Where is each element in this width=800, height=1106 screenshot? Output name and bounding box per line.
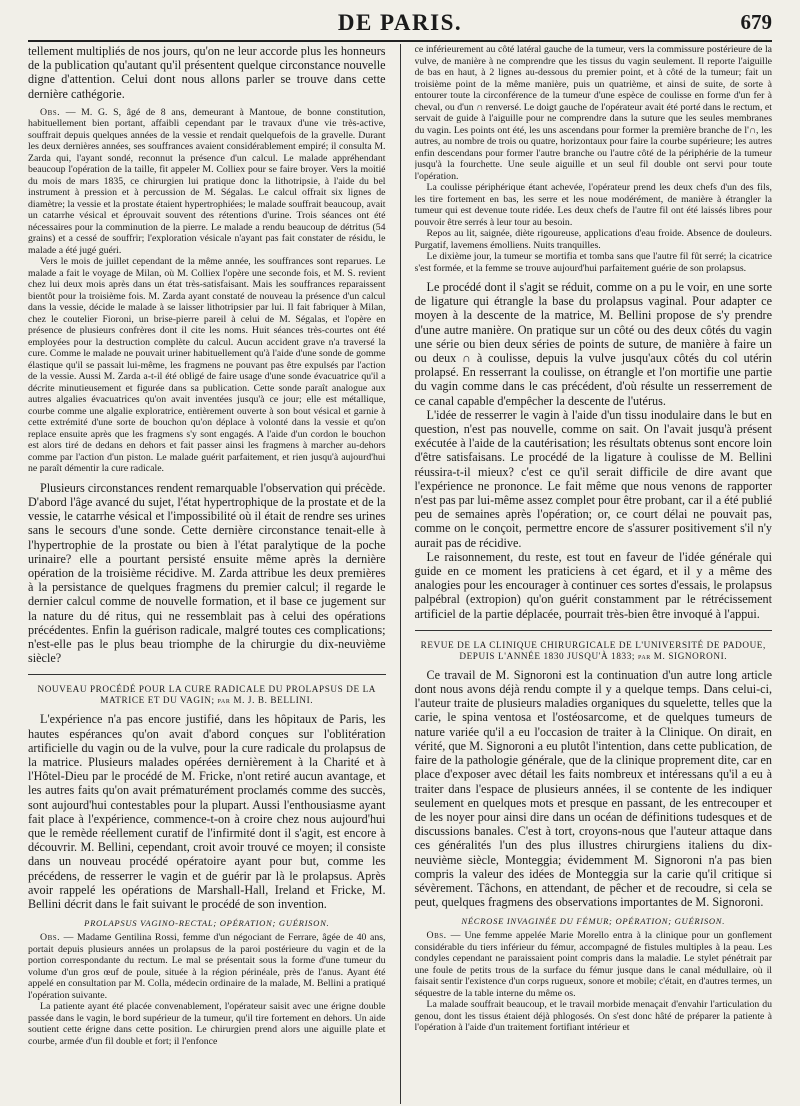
column-rule [400, 44, 401, 1104]
article-title: NOUVEAU PROCÉDÉ POUR LA CURE RADICALE DU PROLAPSUS DE LA MATRICE ET DU VAGIN; par M. J. B. BELLINI. [37, 684, 377, 706]
observation-paragraph: ce inférieurement au côté latéral gauche de la tumeur, vers la commissure postérieure de la vulve, de manière à ne comprendre que les tissus du vagin seulement. Il reporte l'aiguille de bas en haut, à 2 lignes au-dessous du premier point, et à côté de la tumeur; fait un troisième point de la même manière, puis un quatrième, et ainsi de suite, de sorte à entourer toute la circonférence de la tumeur d'une espèce de coulisse en forme d'un fer à cheval, ou d'un ∩ renversé. Le doigt gauche de l'opérateur avait été porté dans le rectum, et servait de guide à l'aiguille pour ne comprendre dans la suture que les seules membranes du vagin. Les points ont été, les uns ascendans pour former la première branche de l'∩, les autres, au nombre de trois ou quatre, horizontaux pour faire la courbe supérieure; les autres enfin descendans pour former l'autre branche ou l'autre côté de la périphérie de la tumeur jusqu'à la fourchette. Une seule aiguille et un seul fil double ont servi pour toute l'opération. [414, 44, 773, 182]
observation-paragraph: Repos au lit, saignée, diète rigoureuse, applications d'eau froide. Absence de douleurs. Purgatif, lavemens émolliens. Nuits tranquilles. [414, 228, 773, 251]
section-divider [415, 630, 773, 631]
columns [28, 44, 772, 1104]
left-column [28, 44, 386, 1104]
review-paragraph: Ce travail de M. Signoroni est la continuation d'un autre long article dont nous avons déjà rendu compte il y a quelque temps. Dans celui-ci, l'auteur traite de plusieurs maladies organiques du squelette, telles que la carie, le spina ventosa et l'ostéosarcome, et de quelques tumeurs de nature variée qu'il a eu l'occasion de traiter à la Clinique. On dirait, en vérité, que M. Signoroni a eu plutôt l'intention, dans cette publication, de faire de la pathologie générale, que de la clinique proprement dite, car en place d'exposer avec détail les faits nombreux et intéressans qu'il a eu à traiter dans l'espace de plusieurs années, il se contente de les indiquer seulement en quelques mots et presque en passant, de les entrecouper et de les noyer pour ainsi dire dans un océan de définitions tudesques et de discussions banales. C'est à tort, croyons-nous que l'auteur attaque dans ces généralités l'un des plus illustres chirurgiens italiens du dix-neuvième siècle, Monteggia; évidemment M. Signoroni n'a pas bien compris la valeur des idées de Monteggia sur la carie qu'il critique si sévèrement. Tâchons, en attendant, de pêcher et de recoudre, si cela se peut, quelques fragmens des observations importantes de M. Signoroni. [414, 667, 773, 910]
observation-paragraph [415, 930, 773, 999]
obs-label: Obs. [40, 106, 61, 118]
page-number: 679 [740, 10, 772, 34]
article-paragraph: Le raisonnement, du reste, est tout en faveur de l'idée générale qui guide en ce moment les praticiens à cet égard, et il y a même des analogies pour les encourager à continuer ces sortes d'essais, le prolapsus palpébral (extropion) qu'on guérit constamment par le rétrécissement artificiel de la partie déplacée, pourrait très-bien être invoqué à l'appui. [414, 549, 773, 621]
observation-paragraph: La patiente ayant été placée convenablement, l'opérateur saisit avec une érigne double passée dans le vagin, le bord supérieur de la tumeur, qu'il tire fortement en dehors. Un aide soutient cette érigne dans cette position. Le chirurgien prend alors une aiguille plate et courbe, armée d'un fil double et fort; il l'enfonce [28, 1001, 386, 1047]
observation-paragraph: Le dixième jour, la tumeur se mortifia et tomba sans que l'autre fil fût serré; la cicatrice s'est formée, et la femme se trouve aujourd'hui parfaitement guérie de son prolapsus. [414, 251, 773, 274]
case-subheading: NÉCROSE INVAGINÉE DU FÉMUR; OPÉRATION; GUÉRISON. [461, 916, 726, 927]
case-subheading: PROLAPSUS VAGINO-RECTAL; OPÉRATION; GUÉRISON. [84, 918, 330, 929]
article-paragraph: Le procédé dont il s'agit se réduit, comme on a pu le voir, en une sorte de ligature qui étrangle la base du prolapsus vaginal. Pour adapter ce moyen à la descente de la matrice, M. Bellini propose de s'y prendre d'une autre manière. On pratique sur un côté ou des deux côtés du vagin une série ou bien deux séries de points de suture, de manière à faire un ou deux ∩ à coulisse, depuis la vulve jusqu'aux côtés du col utérin prolapsé. En resserrant la coulisse, on étrangle et l'on mortifie une partie du vagin comme dans le cas précédent, d'où résulte un resserrement de ce canal capable d'empêcher la descente de l'utérus. [414, 280, 773, 408]
obs-label: Obs. [426, 930, 447, 942]
page-header [28, 10, 772, 42]
observation-paragraph [28, 932, 386, 1001]
observation-text: — Madame Gentilina Rossi, femme d'un négociant de Ferrare, âgée de 40 ans, portait depuis plusieurs années un prolapsus de la paroi postérieure du vagin et de la portion correspondante du rectum. Le mal se présentait sous la forme d'une tumeur du volume d'un gros œuf de poule, située à la région périnéale, près de l'anus. Ayant été appelé en consultation par M. Colla, médecin ordinaire de la malade, M. Bellini a pratiqué l'opération suivante. [28, 932, 386, 1001]
review-title: REVUE DE LA CLINIQUE CHIRURGICALE DE L'UNIVERSITÉ DE PADOUE, DEPUIS L'ANNÉE 1830 JUSQU'À 1833; par M. SIGNORONI. [420, 639, 766, 661]
right-column [415, 44, 773, 1104]
obs-label: Obs. [40, 932, 61, 944]
intro-paragraph: tellement multipliés de nos jours, qu'on ne leur accorde plus les honneurs de la publication qu'autant qu'il présentent quelque circonstance nouvelle digne d'attention. Celui dont nous allons parler se trouve dans cette dernière cathégorie. [28, 44, 386, 101]
observation-text: — Une femme appelée Marie Morello entra à la clinique pour un gonflement considérable du tiers inférieur du fémur, accompagné de fistules multiples à la peau. Les condyles cependant ne paraissaient point compris dans la maladie. Le stylet pénétrait par une foule de petits trous de la surface du fémur jusque dans le canal médullaire, où il faisait sentir l'existence d'un corps rugueux, sonore et mobile; c'était, en d'autres termes, un séquestre de la table interne du même os. [414, 930, 773, 999]
article-paragraph: L'idée de resserrer le vagin à l'aide d'un tissu inodulaire dans le but en question, n'est pas nouvelle, comme on sait. On l'avait jusqu'à présent exécutée à l'aide de la cautérisation; les résultats obtenus sont encore loin d'être satisfaisans. Le procédé de la ligature à coulisse de M. Bellini réussira-t-il mieux? c'est ce qu'il serait difficile de dire avant que l'expérience ne prononce. Le fait même que nous venons de rapporter n'est pas par lui-même assez complet pour être probant, car il a été publié peu de semaines après l'opération; or, ce court délai ne pouvait pas, comme on le conçoit, permettre encore de s'assurer positivement s'il n'y aurait pas de récidive. [414, 407, 773, 550]
observation-paragraph: La coulisse périphérique étant achevée, l'opérateur prend les deux chefs d'un des fils, les tire fortement en bas, les serre et les noue modérément, de manière à étrangler la tumeur qui est devenue toute ridée. Les deux chefs de l'autre fil ont été laissés libres pour pouvoir être serrés à leur tour au besoin. [414, 182, 773, 228]
observation-text: — M. G. S, âgé de 8 ans, demeurant à Mantoue, de bonne constitution, habituellement bien portant, affaibli cependant par le travaux d'une vie très-active, souffrait depuis quelques années de la vessie et rendait quelquefois de la gravelle. Durant les deux dernières années, ses souffrances avaient considérablement empiré; il consulta M. Zarda qui, l'ayant sondé, reconnut la présence d'un calcul. Le malade appréhendant beaucoup l'opération de la taille, fit appeler M. Colliex pour se faire broyer. Vers la moitié du mois de mars 1835, ce chirurgien lui pratique donc la lithotripsie, à l'aide du bel instrument à pression et à percussion de M. Ségalas. Le calcul offrait six lignes de diamètre; la vessie et la prostate étaient hypertrophiées; le malade souffrait beaucoup, avait un catarrhe vésical et éprouvait souvent des rétentions d'urine. Trois séances ont été nécessaires pour la comminution de la pierre. Le malade a rendu beaucoup de détritus (54 grains) et a cessé de souffrir; l'exploration vésicale n'ayant pas fait constater de résidu, le malade a été jugé guéri. [28, 106, 386, 256]
running-title: DE PARIS. [337, 10, 463, 35]
observation-paragraph [28, 107, 386, 257]
commentary-paragraph: Plusieurs circonstances rendent remarquable l'observation qui précède. D'abord l'âge avancé du sujet, l'état hypertrophique de la prostate et de la vessie, le catarrhe vésical et l'impossibilité où il était de rendre ses urines sans le secours d'une sonde. Cette dernière circonstance tenait-elle à l'hypertrophie de la prostate ou bien à l'état paralytique de la poche urinaire? elle a pourtant persisté ensuite même après la dernière opération de la troisième récidive. M. Zarda attribue les deux premières à la persistance de quelques fragmens du premier calcul; il regarde le dernier calcul comme de nouvelle formation, et il base ce jugement sur la nature du dé ritus, qui ne ressemblait pas à celui des opérations précédentes. Enfin la guérison radicale, malgré toutes ces complications; n'est-elle pas le plus beau triomphe de la chirurgie du dix-neuvième siècle? [28, 480, 386, 666]
observation-paragraph: Vers le mois de juillet cependant de la même année, les souffrances sont reparues. Le malade a fait le voyage de Milan, où M. Colliex l'opère une seconde fois, et M. S. revient chez lui deux mois après dans un état très-satisfaisant. Mais les souffrances reparaissent bientôt pour la troisième fois. M. Zarda ayant constaté de nouveau la présence d'un calcul dans la vessie, décide le malade à se laisser lithotripsier par lui. Il fait fabriquer à Milan, chez le coutelier Fioroni, un brise-pierre pareil à celui de M. Ségalas, et l'opère en présence de plusieurs confrères dont il cite les noms. Huit séances très-courtes ont été employées pour la destruction complète du calcul. Aucun accident grave n'a traversé la cure. Comme le malade ne pouvait uriner habituellement qu'à l'aide d'une sonde de gomme élastique qu'il se passait lui-même, les fragmens ne pouvant pas être expulsés par l'action de la vessie. Aussi M. Zarda a-t-il été obligé de faire usage d'une sonde évacuatrice qu'il a décrite minutieusement et figurée dans sa publication. Cette sonde paraît analogue aux autres algalies évacuatrices qu'on avait inventées jusqu'à ce jour; elle est métallique, courbe comme une algalie exploratrice, entièrement ouverte à son bout vésical et garnie à cette extrémité d'une sorte de bouchon qu'on déplace à volonté dans la vessie et qu'on replace ensuite après que les fragmens s'y sont engagés. A l'aide d'un cordon le bouchon est alors tiré de dedans en dehors et fait passer ainsi les fragmens à marcher au-dehors comme par l'action d'un piston. Le malade guérit parfaitement, et rien jusqu'à aujourd'hui ne paraît démentir la cure radicale. [28, 256, 386, 475]
section-divider [28, 674, 386, 675]
observation-paragraph: La malade souffrait beaucoup, et le travail morbide menaçait d'envahir l'articulation du genou, dont les tissus étaient déjà phlogosés. On s'est donc hâté de préparer la patiente à l'opération à l'aide d'un traitement fortifiant intérieur et [414, 999, 773, 1034]
article-paragraph: L'expérience n'a pas encore justifié, dans les hôpitaux de Paris, les hautes espérances qu'on avait d'abord conçues sur l'oblitération artificielle du vagin ou de la vulve, pour la cure radicale du prolapsus de la matrice. Plusieurs malades opérées dernièrement à la Charité et à l'Hôtel-Dieu par le procédé de M. Fricke, n'ont retiré aucun avantage, et les autres faits qu'on avait prématurément proclamés comme des succès, sont aujourd'hui contestables pour la plupart. Aussi l'enthousiasme ayant fait place à l'expérience, commence-t-on à croire chez nous aujourd'hui que le remède réellement curatif de l'infirmité dont il s'agit, est encore à découvrir. M. Bellini, cependant, croit avoir trouvé ce moyen; il consiste dans un nouveau procédé opératoire ayant pour but, comme les précédens, de resserrer le vagin et de guérir par là le prolapsus. Après avoir rappelé les opérations de Marshall-Hall, Ireland et Fricke, M. Bellini décrit dans le fait suivant le procédé de son invention. [28, 712, 386, 912]
